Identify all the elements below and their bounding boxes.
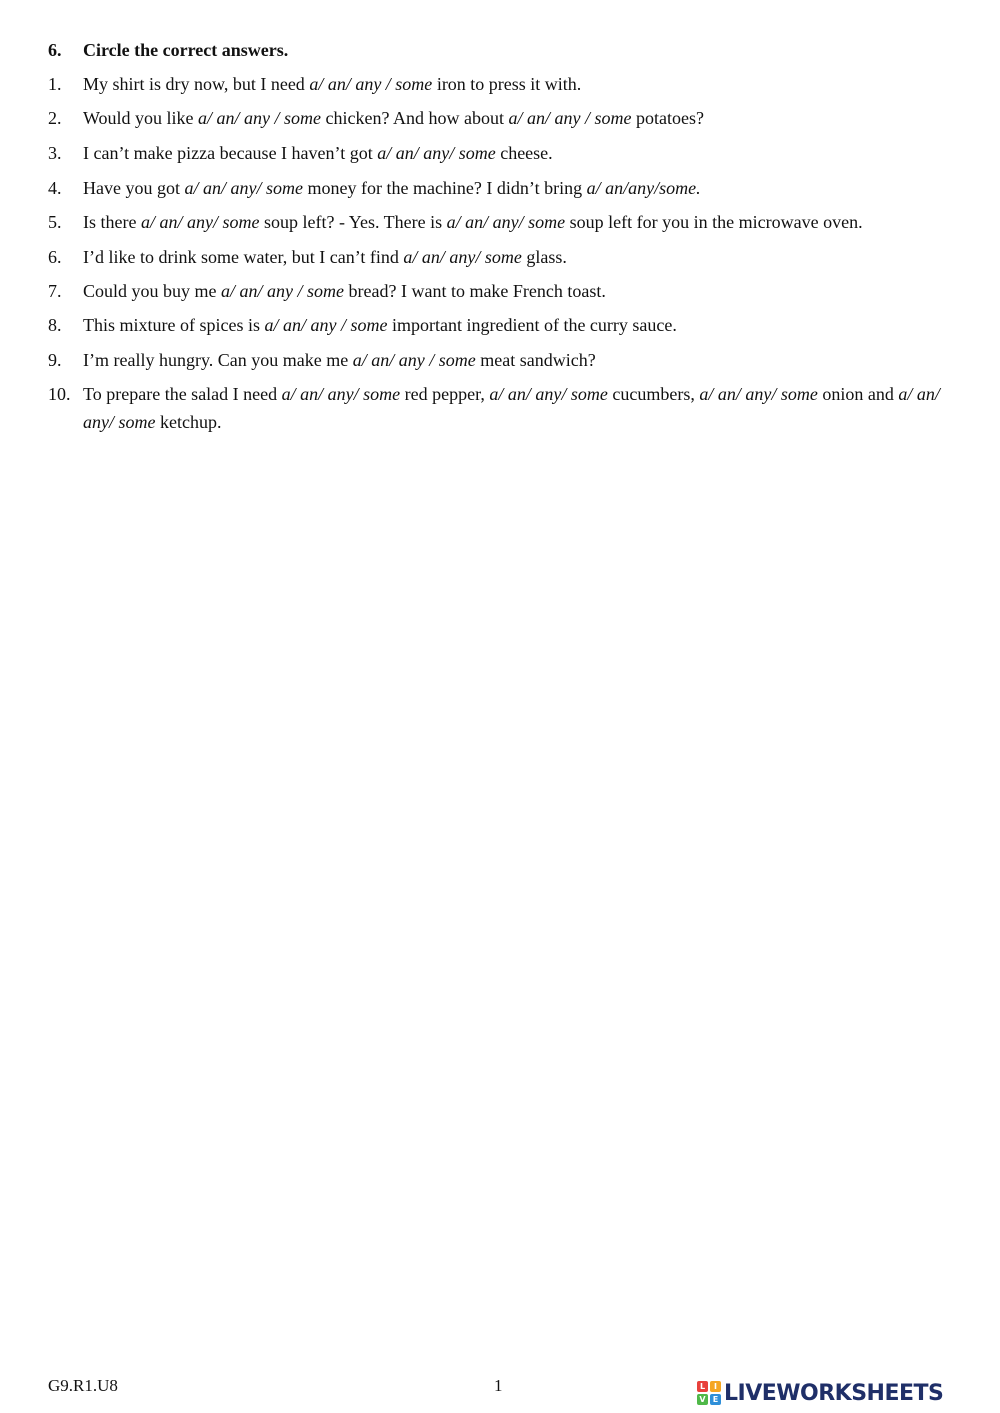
question-fragment: important ingredient of the curry sauce. (387, 315, 677, 335)
question-fragment: potatoes? (631, 108, 704, 128)
question-number: 5. (48, 212, 62, 232)
question-number: 3. (48, 143, 62, 163)
question-fragment: chicken? And how about (321, 108, 509, 128)
question-number: 10. (48, 384, 71, 404)
answer-options[interactable]: a/ an/ any/ some (140, 212, 260, 232)
question-fragment: I can’t make pizza because I haven’t got (83, 143, 378, 163)
question-fragment: iron to press it with. (432, 74, 582, 94)
question-fragment: This mixture of spices is (83, 315, 265, 335)
question-fragment: money for the machine? I didn’t bring (302, 178, 587, 198)
page-number: 1 (494, 1376, 503, 1395)
answer-options[interactable]: a/ an/ any / some (309, 74, 433, 94)
question-text (83, 277, 958, 305)
question-fragment: cheese. (495, 143, 553, 163)
question-fragment: meat sandwich? (475, 350, 596, 370)
question-fragment: Have you got (83, 178, 185, 198)
logo-block: I (710, 1381, 721, 1392)
answer-options[interactable]: a/ an/ any / some (264, 315, 388, 335)
question-fragment: I’d like to drink some water, but I can’t find (83, 247, 404, 267)
question-fragment: Is there (83, 212, 141, 232)
question-fragment: glass. (521, 247, 567, 267)
question-text (83, 104, 958, 132)
liveworksheets-logo (697, 1380, 943, 1406)
answer-options[interactable]: a/ an/any/some. (586, 178, 701, 198)
question-fragment: onion and (817, 384, 899, 404)
exercise-number: 6. (48, 40, 62, 60)
answer-options[interactable]: a/ an/ any/ some (83, 384, 940, 432)
question-text (83, 139, 958, 167)
brand-name: LIVEWORKSHEETS (724, 1380, 944, 1406)
question-text (83, 70, 958, 98)
answer-options[interactable]: a/ an/ any/ some (403, 247, 522, 267)
logo-block: E (710, 1394, 721, 1405)
exercise-title: Circle the correct answers. (83, 40, 289, 60)
question-fragment: Could you buy me (83, 281, 221, 301)
question-fragment: cucumbers, (607, 384, 700, 404)
question-text (83, 208, 958, 236)
question-number: 1. (48, 74, 62, 94)
question-text (83, 311, 958, 339)
logo-block: V (697, 1394, 708, 1405)
answer-options[interactable]: a/ an/ any / some (198, 108, 322, 128)
answer-options[interactable]: a/ an/ any / some (508, 108, 632, 128)
logo-block: L (697, 1381, 708, 1392)
answer-options[interactable]: a/ an/ any / some (352, 350, 476, 370)
logo-blocks-icon (697, 1381, 721, 1405)
question-text (83, 380, 958, 436)
question-number: 7. (48, 281, 62, 301)
question-number: 4. (48, 178, 62, 198)
question-fragment: ketchup. (155, 412, 222, 432)
question-number: 8. (48, 315, 62, 335)
question-fragment: soup left? - Yes. There is (259, 212, 447, 232)
question-text (83, 174, 958, 202)
question-fragment: I’m really hungry. Can you make me (83, 350, 353, 370)
answer-options[interactable]: a/ an/ any/ some (699, 384, 818, 404)
answer-options[interactable]: a/ an/ any/ some (281, 384, 401, 404)
question-fragment: soup left for you in the microwave oven. (565, 212, 863, 232)
worksheet-code: G9.R1.U8 (48, 1376, 118, 1395)
question-text (83, 346, 958, 374)
question-fragment: bread? I want to make French toast. (344, 281, 606, 301)
answer-options[interactable]: a/ an/ any/ some (184, 178, 303, 198)
question-text (83, 243, 958, 271)
question-fragment: To prepare the salad I need (83, 384, 282, 404)
question-fragment: Would you like (83, 108, 199, 128)
answer-options[interactable]: a/ an/ any/ some (377, 143, 496, 163)
question-number: 2. (48, 108, 62, 128)
question-number: 6. (48, 247, 62, 267)
answer-options[interactable]: a/ an/ any / some (221, 281, 344, 301)
question-fragment: red pepper, (400, 384, 490, 404)
answer-options[interactable]: a/ an/ any/ some (489, 384, 608, 404)
answer-options[interactable]: a/ an/ any/ some (446, 212, 566, 232)
question-number: 9. (48, 350, 62, 370)
question-fragment: My shirt is dry now, but I need (83, 74, 310, 94)
